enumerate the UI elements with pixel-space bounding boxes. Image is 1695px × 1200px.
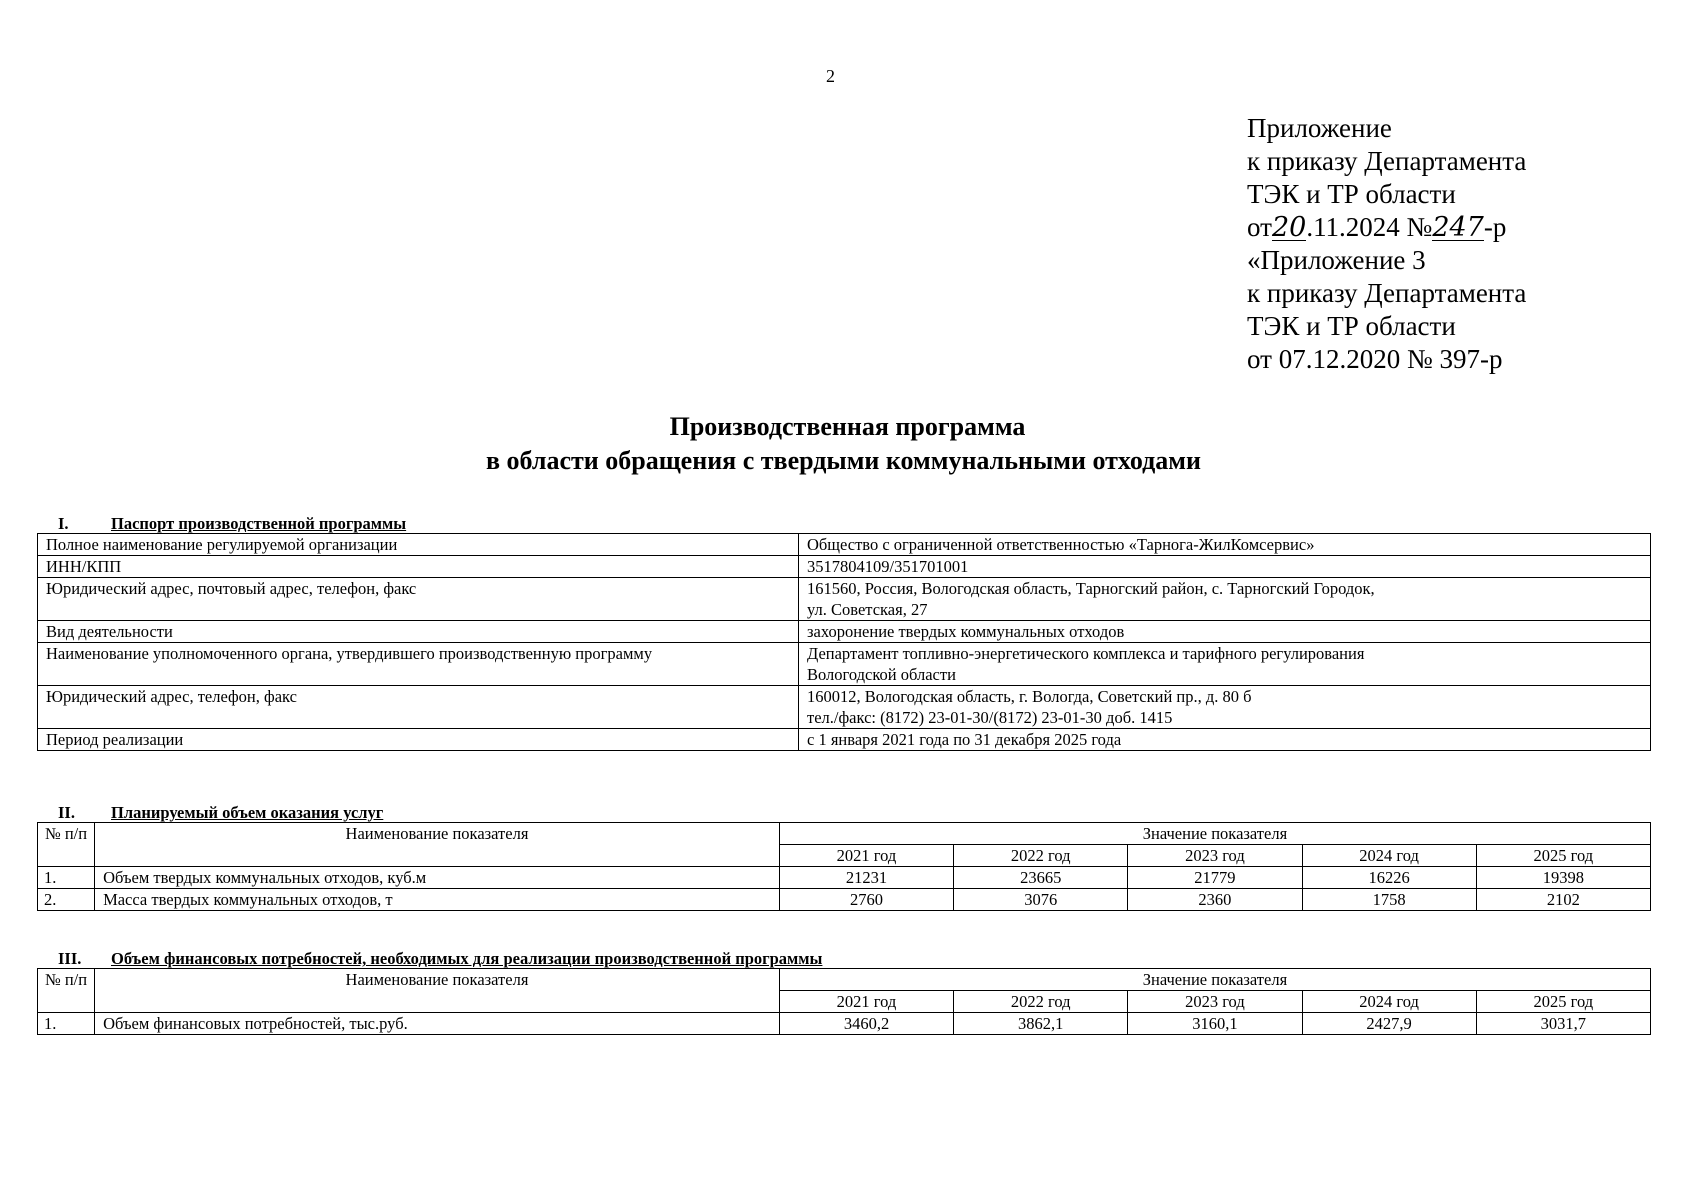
indicator-name: Объем твердых коммунальных отходов, куб.м: [95, 867, 780, 889]
passport-value: [799, 621, 1651, 643]
passport-row: [38, 643, 1651, 686]
passport-table: [37, 533, 1651, 751]
col-value-header: Значение показателя: [779, 823, 1650, 845]
passport-value-line: с 1 января 2021 года по 31 декабря 2025 года: [807, 730, 1122, 749]
indicator-value: 2360: [1128, 889, 1302, 911]
table-row: [38, 889, 1651, 911]
appendix-line: «Приложение 3: [1247, 245, 1426, 275]
handwritten-number: 247: [1432, 212, 1484, 243]
indicator-name: Масса твердых коммунальных отходов, т: [95, 889, 780, 911]
passport-value-line: ул. Советская, 27: [807, 600, 928, 619]
page-number: 2: [826, 66, 835, 86]
passport-value: [799, 578, 1651, 621]
col-value-header: Значение показателя: [779, 969, 1650, 991]
section-number: I.: [58, 514, 69, 533]
section-title: Планируемый объем оказания услуг: [111, 803, 384, 822]
passport-row: [38, 729, 1651, 751]
passport-label: Вид деятельности: [38, 621, 799, 643]
year-header: 2022 год: [954, 991, 1128, 1013]
passport-value: [799, 556, 1651, 578]
year-header: 2023 год: [1128, 991, 1302, 1013]
passport-value-line: Вологодской области: [807, 665, 956, 684]
title-line-1: Производственная программа: [669, 412, 1026, 441]
section-1-heading: [58, 514, 406, 534]
indicator-value: 3076: [954, 889, 1128, 911]
passport-label: Период реализации: [38, 729, 799, 751]
passport-row: [38, 621, 1651, 643]
section-number: II.: [58, 803, 75, 822]
indicator-value: 1758: [1302, 889, 1476, 911]
row-number: 2.: [38, 889, 95, 911]
passport-value: [799, 534, 1651, 556]
passport-row: [38, 686, 1651, 729]
section-number: III.: [58, 949, 82, 968]
passport-row: [38, 578, 1651, 621]
header-row: [38, 969, 1651, 991]
year-header: 2025 год: [1476, 991, 1650, 1013]
passport-value-line: Общество с ограниченной ответственностью «Тарнога-ЖилКомсервис»: [807, 535, 1315, 554]
passport-label: Юридический адрес, телефон, факс: [38, 686, 799, 729]
table-row: [38, 1013, 1651, 1035]
title-line-2: в области обращения с твердыми коммунальными отходами: [485, 446, 1201, 475]
passport-row: [38, 556, 1651, 578]
section-title: Паспорт производственной программы: [111, 514, 407, 533]
passport-value: [799, 686, 1651, 729]
appendix-line: к приказу Департамента: [1247, 278, 1527, 308]
passport-value-line: тел./факс: (8172) 23-01-30/(8172) 23-01-30 доб. 1415: [807, 708, 1173, 727]
indicator-value: 2427,9: [1302, 1013, 1476, 1035]
col-name-header: Наименование показателя: [95, 823, 780, 867]
passport-label: ИНН/КПП: [38, 556, 799, 578]
year-header: 2022 год: [954, 845, 1128, 867]
appendix-line: ТЭК и ТР области: [1247, 179, 1456, 209]
appendix-line: к приказу Департамента: [1247, 146, 1527, 176]
year-header: 2024 год: [1302, 845, 1476, 867]
passport-label: Наименование уполномоченного органа, утвердившего производственную программу: [38, 643, 799, 686]
indicator-value: 21231: [779, 867, 953, 889]
planned-volume-table: [37, 822, 1651, 911]
appendix-suffix: -р: [1483, 212, 1507, 242]
indicator-value: 2760: [779, 889, 953, 911]
year-header: 2025 год: [1476, 845, 1650, 867]
row-number: 1.: [38, 867, 95, 889]
financial-needs-table: [37, 968, 1651, 1035]
handwritten-day: 20: [1271, 212, 1307, 243]
year-header: 2021 год: [779, 991, 953, 1013]
appendix-block: [1247, 112, 1526, 376]
indicator-name: Объем финансовых потребностей, тыс.руб.: [95, 1013, 780, 1035]
row-number: 1.: [38, 1013, 95, 1035]
indicator-value: 19398: [1476, 867, 1650, 889]
col-name-header: Наименование показателя: [95, 969, 780, 1013]
appendix-line: ТЭК и ТР области: [1247, 311, 1456, 341]
appendix-prefix: от: [1247, 212, 1272, 242]
indicator-value: 3031,7: [1476, 1013, 1650, 1035]
indicator-value: 3160,1: [1128, 1013, 1302, 1035]
col-number-header: № п/п: [38, 823, 95, 867]
passport-row: [38, 534, 1651, 556]
col-number-header: № п/п: [38, 969, 95, 1013]
section-title: Объем финансовых потребностей, необходимых для реализации производственной программы: [111, 949, 823, 968]
passport-value: [799, 729, 1651, 751]
header-row: [38, 823, 1651, 845]
section-2-heading: [58, 803, 383, 823]
year-header: 2021 год: [779, 845, 953, 867]
appendix-line: от 07.12.2020 № 397-р: [1247, 344, 1503, 374]
passport-value-line: 3517804109/351701001: [807, 557, 969, 576]
document-title: [0, 410, 1695, 478]
passport-value-line: 160012, Вологодская область, г. Вологда, Советский пр., д. 80 б: [807, 687, 1252, 706]
passport-value-line: захоронение твердых коммунальных отходов: [807, 622, 1125, 641]
indicator-value: 3460,2: [779, 1013, 953, 1035]
indicator-value: 16226: [1302, 867, 1476, 889]
indicator-value: 23665: [954, 867, 1128, 889]
indicator-value: 2102: [1476, 889, 1650, 911]
passport-value-line: 161560, Россия, Вологодская область, Тарногский район, с. Тарногский Городок,: [807, 579, 1375, 598]
year-header: 2023 год: [1128, 845, 1302, 867]
appendix-middle: .11.2024 №: [1306, 212, 1433, 242]
indicator-value: 3862,1: [954, 1013, 1128, 1035]
indicator-value: 21779: [1128, 867, 1302, 889]
year-header: 2024 год: [1302, 991, 1476, 1013]
passport-label: Полное наименование регулируемой организации: [38, 534, 799, 556]
passport-value: [799, 643, 1651, 686]
section-3-heading: [58, 949, 822, 969]
table-row: [38, 867, 1651, 889]
appendix-line: Приложение: [1247, 113, 1392, 143]
passport-value-line: Департамент топливно-энергетического комплекса и тарифного регулирования: [807, 644, 1365, 663]
appendix-order-date: [1247, 211, 1526, 244]
passport-label: Юридический адрес, почтовый адрес, телефон, факс: [38, 578, 799, 621]
